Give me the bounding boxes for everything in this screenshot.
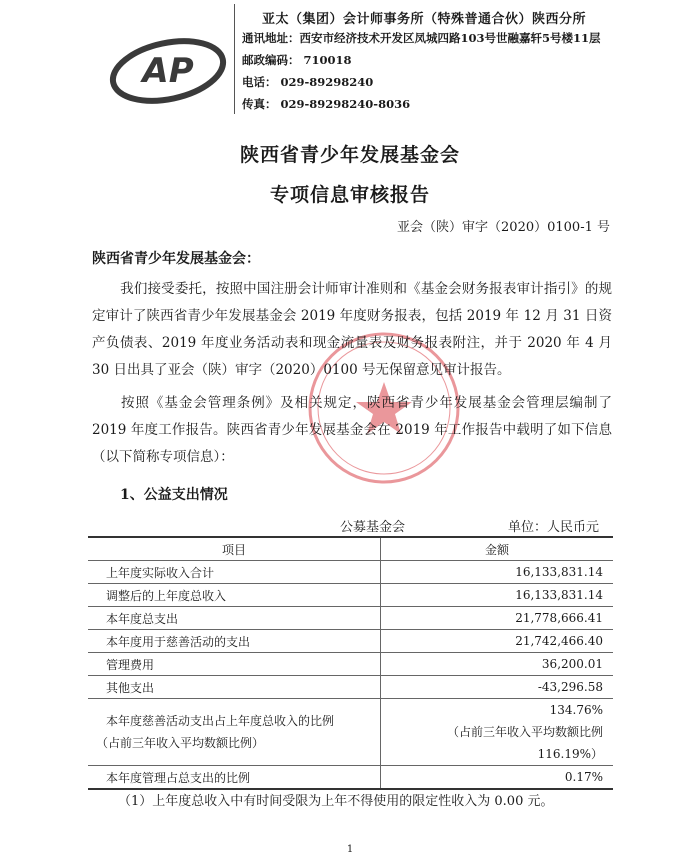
row-amount [381,699,614,766]
section-heading: 1、公益支出情况 [120,487,228,503]
row-amount-main: 134.76% [549,703,603,717]
row-item: 其他支出 [88,676,381,699]
row-amount-sub: （占前三年收入平均数额比例 116.19%） [446,725,603,761]
paragraph-engagement-text: 我们接受委托，按照中国注册会计师审计准则和《基金会财务报表审计指引》的规定审计了陕西省青少年发展基金会 2019 年度财务报表，包括 2019 年 12 月 31 日资产负债表、2019 年度业务活动表和现金流量表及财务报表附注，并于 2020 年 4 月 30 日出具了亚会（陕）审字（2020）0100 号无保留意见审计报告。 [92,281,612,378]
column-header-item: 项目 [88,537,381,561]
row-amount: 36,200.01 [381,653,614,676]
paragraph-management-text: 按照《基金会管理条例》及相关规定，陕西省青少年发展基金会管理层编制了 2019 年度工作报告。陕西省青少年发展基金会在 2019 年工作报告中载明了如下信息（以下简称专项信息）： [92,395,612,465]
row-item: 本年度管理占总支出的比例 [88,766,381,790]
firm-fax: 传真： 029-89298240-8036 [242,97,411,111]
row-amount: 16,133,831.14 [381,584,614,607]
row-item: 上年度实际收入合计 [88,561,381,584]
row-amount: 21,778,666.41 [381,607,614,630]
firm-address: 通讯地址：西安市经济技术开发区凤城四路103号世融嘉轩5号楼11层 [242,31,601,45]
paragraph-management [92,390,612,471]
paragraph-engagement [92,276,612,384]
row-item-main: 本年度慈善活动支出占上年度总收入的比例 [106,714,335,728]
report-title-line1: 陕西省青少年发展基金会 [239,144,460,166]
firm-logo [108,38,228,104]
row-amount: -43,296.58 [381,676,614,699]
document-number: 亚会（陕）审字（2020）0100-1 号 [397,220,610,235]
currency-unit-label: 单位：人民币元 [508,520,600,535]
table-row [88,561,613,584]
row-item [88,699,381,766]
row-amount: 16,133,831.14 [381,561,614,584]
row-item-sub: （占前三年收入平均数额比例） [96,736,265,750]
table-row [88,766,613,790]
table-row [88,653,613,676]
row-item: 本年度总支出 [88,607,381,630]
report-title-line2: 专项信息审核报告 [269,184,430,206]
page-number: 1 [346,844,354,855]
table-row [88,630,613,653]
table-row [88,676,613,699]
table-row [88,584,613,607]
table-header-row [88,537,613,561]
firm-phone: 电话： 029-89298240 [242,75,374,89]
firm-name: 亚太（集团）会计师事务所（特殊普通合伙）陕西分所 [262,12,587,27]
table-row [88,699,613,766]
logo-text: AP [142,51,194,91]
firm-postcode: 邮政编码： 710018 [242,53,352,67]
addressee: 陕西省青少年发展基金会： [92,251,260,267]
row-amount: 21,742,466.40 [381,630,614,653]
row-item: 调整后的上年度总收入 [88,584,381,607]
fund-type-label: 公募基金会 [340,520,406,535]
row-amount: 0.17% [381,766,614,790]
expenditure-table [88,536,613,790]
row-item: 本年度用于慈善活动的支出 [88,630,381,653]
footnote: （1）上年度总收入中有时间受限为上年不得使用的限定性收入为 0.00 元。 [118,794,554,809]
column-header-amount: 金额 [381,537,614,561]
row-item: 管理费用 [88,653,381,676]
table-row [88,607,613,630]
letterhead-divider [234,4,235,114]
